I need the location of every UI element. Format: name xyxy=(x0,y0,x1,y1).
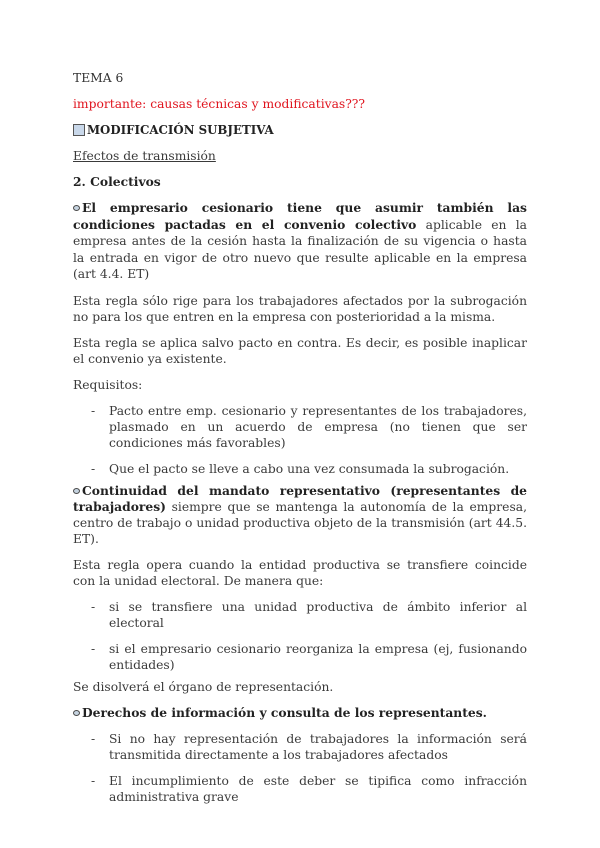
doc-title: TEMA 6 xyxy=(73,71,124,85)
bullet-circle-icon xyxy=(73,710,80,716)
list-item-text: si el empresario cesionario reorganiza la empresa (ej, fusionando entidades) xyxy=(109,641,527,672)
section-heading-text: MODIFICACIÓN SUBJETIVA xyxy=(87,123,274,137)
list-item xyxy=(73,641,527,673)
list-item-text: Pacto entre emp. cesionario y representantes de los trabajadores, plasmado en un acuerdo de empresa (no tienen que ser condiciones más favorables) xyxy=(109,403,527,450)
list-item xyxy=(73,773,527,805)
list-item xyxy=(73,461,527,477)
paragraph-convenio xyxy=(73,200,527,283)
requisitos-label: Requisitos: xyxy=(73,377,143,392)
paragraph-derechos-bold: Derechos de información y consulta de los representantes. xyxy=(82,704,487,720)
list-item xyxy=(73,403,527,451)
derechos-list xyxy=(73,731,527,805)
bullet-circle-icon xyxy=(73,205,80,211)
paragraph-continuidad xyxy=(73,483,527,547)
paragraph-continuidad-rest: siempre que se mantenga la autonomía de la empresa, centro de trabajo o unidad productiva objeto de la transmisión (art 44.5. ET). xyxy=(73,499,527,546)
document-page xyxy=(73,70,527,815)
list-item xyxy=(73,599,527,631)
paragraph-derechos xyxy=(73,705,527,721)
bullet-circle-icon xyxy=(73,488,80,494)
paragraph-salvo-pacto: Esta regla se aplica salvo pacto en contra. Es decir, es posible inaplicar el convenio ya existente. xyxy=(73,335,527,366)
subheading: Efectos de transmisión xyxy=(73,149,216,163)
list-item xyxy=(73,731,527,763)
list-item-text: Si no hay representación de trabajadores la información será transmitida directamente a los trabajadores afectados xyxy=(109,731,527,762)
manera-list xyxy=(73,599,527,673)
list-item-text: si se transfiere una unidad productiva de ámbito inferior al electoral xyxy=(109,599,527,630)
paragraph-regla-opera: Esta regla opera cuando la entidad productiva se transfiere coincide con la unidad electoral. De manera que: xyxy=(73,557,527,588)
dash-icon: - xyxy=(91,731,96,746)
checkbox-icon xyxy=(73,124,85,136)
important-note: importante: causas técnicas y modificativas??? xyxy=(73,97,365,111)
dash-icon: - xyxy=(91,403,96,418)
list-item-text: Que el pacto se lleve a cabo una vez consumada la subrogación. xyxy=(109,461,510,476)
paragraph-convenio-rest: aplicable en la empresa antes de la cesión hasta la finalización de su vigencia o hasta la entrada en vigor de otro nuevo que resulte aplicable en la empresa (art 4.4. ET) xyxy=(73,217,527,281)
dash-icon: - xyxy=(91,773,96,788)
paragraph-regla-rige: Esta regla sólo rige para los trabajadores afectados por la subrogación no para los que entren en la empresa con posterioridad a la misma. xyxy=(73,293,527,324)
paragraph-continuidad-bold: Continuidad del mandato representativo (representantes de trabajadores) xyxy=(73,482,527,514)
dash-icon: - xyxy=(91,641,96,656)
section-heading xyxy=(73,122,527,138)
list-item-text: El incumplimiento de este deber se tipifica como infracción administrativa grave xyxy=(109,773,527,804)
paragraph-convenio-bold: El empresario cesionario tiene que asumir también las condiciones pactadas en el convenio colectivo xyxy=(73,200,527,232)
requisitos-list xyxy=(73,403,527,477)
paragraph-disolvera: Se disolverá el órgano de representación. xyxy=(73,679,334,694)
section-number: 2. Colectivos xyxy=(73,174,161,189)
dash-icon: - xyxy=(91,461,96,476)
dash-icon: - xyxy=(91,599,96,614)
